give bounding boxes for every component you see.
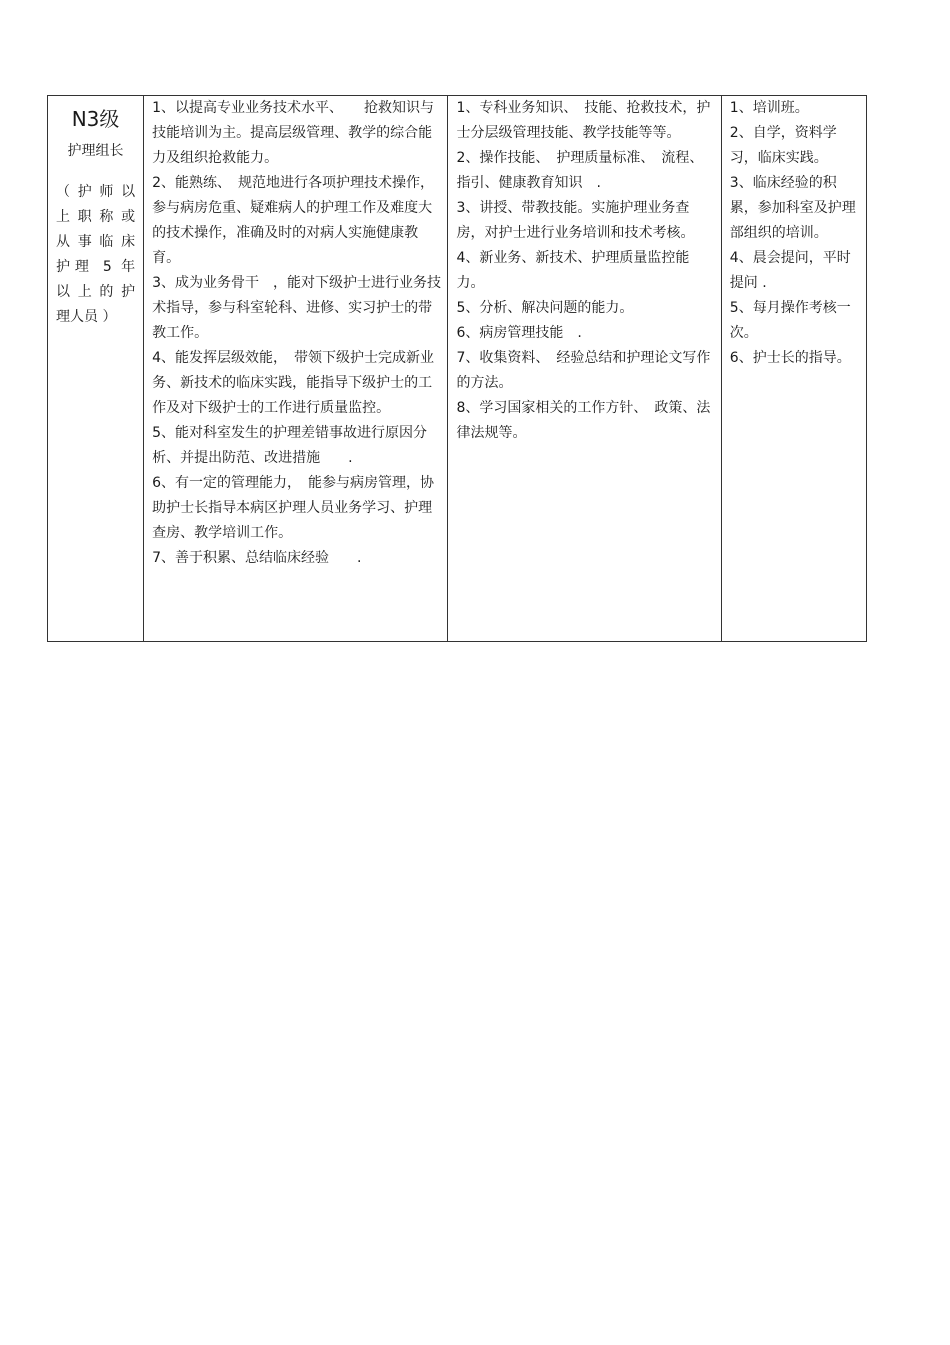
level-role: 护理组长: [67, 143, 124, 159]
requirements-list: [144, 96, 447, 571]
list-item: 2、能熟练、 规范地进行各项护理技术操作，参与病房危重、疑难病人的护理工作及难度大的技术操作，准确及时的对病人实施健康教育。: [152, 175, 435, 266]
training-content-cell: [448, 96, 721, 642]
list-item: 4、晨会提问，平时提问 .: [729, 250, 851, 291]
list-item: 4、新业务、新技术、护理质量监控能力。: [456, 250, 690, 291]
list-item: 3、临床经验的积累，参加科室及护理部组织的培训。: [729, 175, 856, 241]
table-row: [48, 96, 867, 642]
list-item: 5、分析、解决问题的能力。: [456, 300, 634, 316]
list-item: 1、专科业务知识、 技能、抢救技术，护士分层级管理技能、教学技能等等。: [456, 100, 711, 141]
training-content-list: [448, 96, 720, 446]
training-methods-list: [722, 96, 866, 371]
list-item: 6、护士长的指导。: [729, 350, 851, 366]
level-code: N3级: [71, 107, 120, 131]
list-item: 7、收集资料、 经验总结和护理论文写作的方法。: [456, 350, 711, 391]
list-item: 3、讲授、带教技能。实施护理业务查房，对护士进行业务培训和技术考核。: [456, 200, 695, 241]
level-note: [48, 180, 143, 330]
list-item: 3、成为业务骨干 ，能对下级护士进行业务技术指导，参与科室轮科、进修、实习护士的带教工作。: [152, 275, 442, 341]
list-item: 1、以提高专业业务技术水平、 抢救知识与技能培训为主。提高层级管理、教学的综合能力及组织抢救能力。: [152, 100, 435, 166]
list-item: 1、培训班。: [729, 100, 809, 116]
level-note-line: （ 护 师 以: [56, 184, 136, 200]
list-item: 2、操作技能、 护理质量标准、 流程、指引、健康教育知识 .: [456, 150, 704, 191]
level-cell: [48, 96, 144, 642]
list-item: 4、能发挥层级效能， 带领下级护士完成新业务、新技术的临床实践，能指导下级护士的工作及对下级护士的工作进行质量监控。: [152, 350, 435, 416]
level-note-line: 护理 5 年: [56, 259, 136, 275]
level-note-line: 理人员 ）: [56, 309, 117, 325]
level-note-line: 上 职 称 或: [56, 209, 136, 225]
list-item: 5、每月操作考核一次。: [729, 300, 851, 341]
level-note-line: 从 事 临 床: [56, 234, 136, 250]
list-item: 6、病房管理技能 .: [456, 325, 582, 341]
list-item: 7、善于积累、总结临床经验 .: [152, 550, 362, 566]
training-methods-cell: [721, 96, 866, 642]
training-table: [47, 95, 867, 642]
level-note-line: 以 上 的 护: [56, 284, 136, 300]
list-item: 2、自学，资料学习，临床实践。: [729, 125, 837, 166]
list-item: 5、能对科室发生的护理差错事故进行原因分析、并提出防范、改进措施 .: [152, 425, 428, 466]
list-item: 6、有一定的管理能力， 能参与病房管理，协助护士长指导本病区护理人员业务学习、护理查房、教学培训工作。: [152, 475, 435, 541]
list-item: 8、学习国家相关的工作方针、 政策、法律法规等。: [456, 400, 711, 441]
requirements-cell: [144, 96, 448, 642]
